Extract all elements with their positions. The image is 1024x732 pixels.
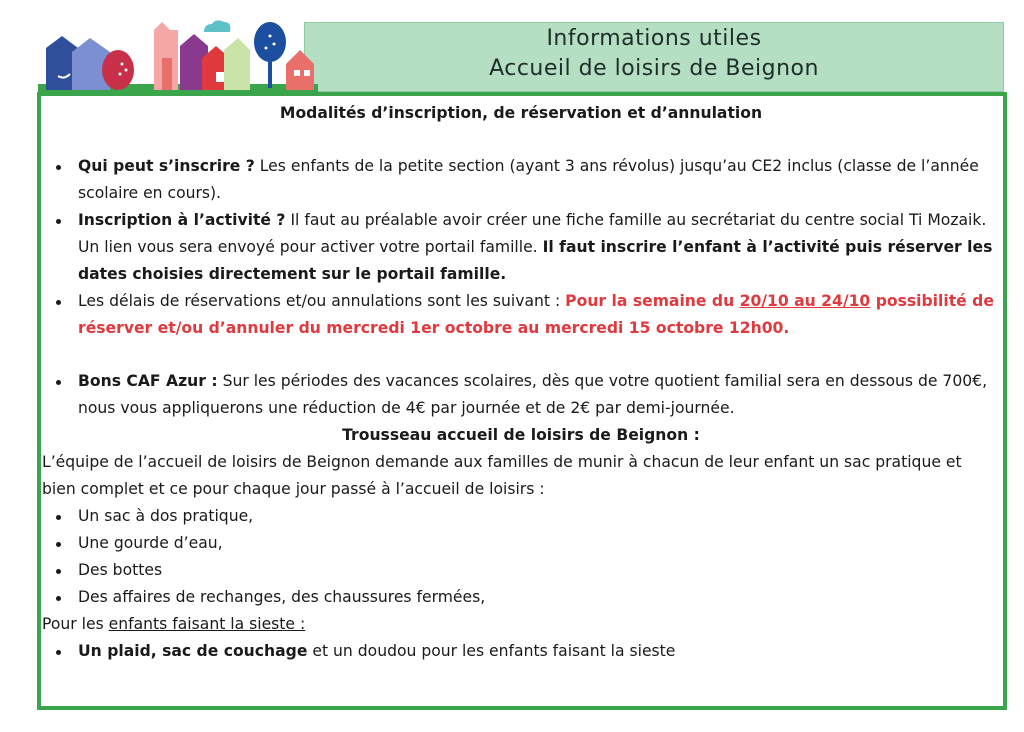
page-title	[304, 24, 1004, 84]
list-item: Bons CAF Azur : Sur les périodes des vacances scolaires, dès que votre quotient familial sera en dessous de 700€, nous vous appliquerons une réduction de 4€ par journée et de 2€ par demi-journée.	[78, 368, 1000, 422]
section2-title: Trousseau accueil de loisirs de Beignon :	[342, 426, 700, 444]
section1-title: Modalités d’inscription, de réservation et d’annulation	[279, 104, 763, 122]
list-item: Des affaires de rechanges, des chaussures fermées,	[78, 584, 1000, 611]
list-item: Une gourde d’eau,	[78, 530, 1000, 557]
list-item: Un plaid, sac de couchage et un doudou pour les enfants faisant la sieste	[78, 638, 1000, 665]
list-item: Qui peut s’inscrire ? Les enfants de la petite section (ayant 3 ans révolus) jusqu’au CE2 inclus (classe de l’année scolaire en cours).	[78, 153, 1000, 207]
list-item: Inscription à l’activité ? Il faut au préalable avoir créer une fiche famille au secrétariat du centre social Ti Mozaik. Un lien vous sera envoyé pour activer votre portail famille. Il faut inscrire l’enfant à l’activité puis réserver les dates choisies directement sur le portail famille.	[78, 207, 1000, 288]
section2-intro: L’équipe de l’accueil de loisirs de Beignon demande aux familles de munir à chacun de leur enfant un sac pratique et bien complet et ce pour chaque jour passé à l’accueil de loisirs :	[42, 453, 962, 498]
sieste-heading: Pour les enfants faisant la sieste :	[42, 615, 306, 633]
title-line-1: Informations utiles	[546, 26, 762, 51]
section1-list	[42, 153, 1000, 342]
list-item: Les délais de réservations et/ou annulations sont les suivant : Pour la semaine du 20/10 au 24/10 possibilité de réserver et/ou d’annuler du mercredi 1er octobre au mercredi 15 octobre 12h00.	[78, 288, 1000, 342]
list-item: Des bottes	[78, 557, 1000, 584]
list-item: Un sac à dos pratique,	[78, 503, 1000, 530]
main-content	[42, 100, 1000, 665]
section2-list	[42, 503, 1000, 611]
houses-illustration	[38, 18, 318, 94]
title-line-2: Accueil de loisirs de Beignon	[489, 56, 819, 81]
